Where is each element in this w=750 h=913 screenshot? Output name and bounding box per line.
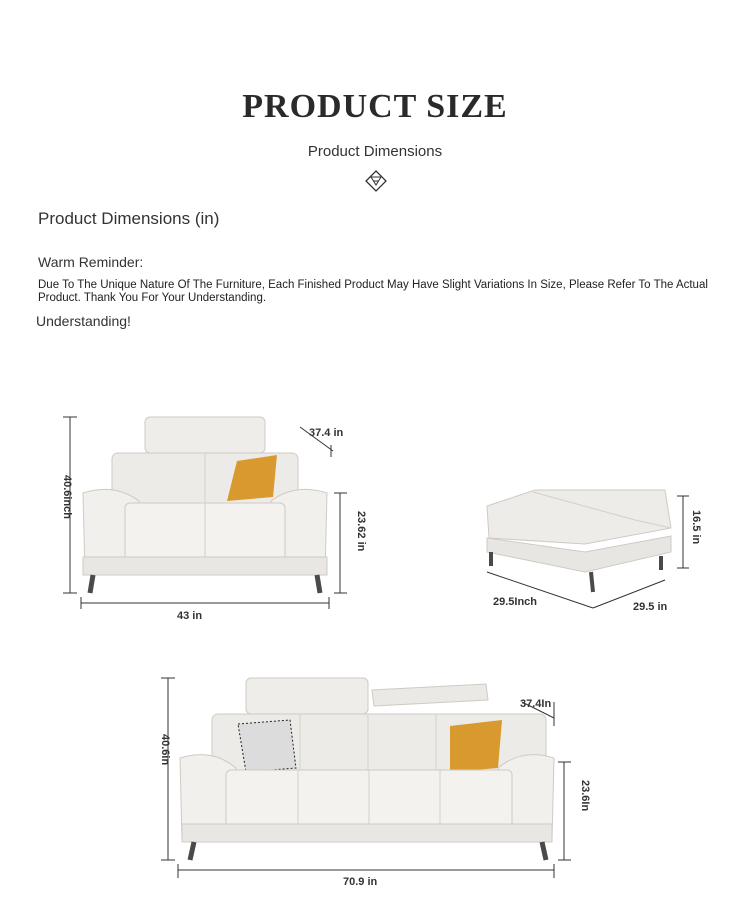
page-subtitle: Product Dimensions — [307, 143, 443, 160]
armchair-seat-height-label: 23.62 in — [355, 511, 367, 552]
loveseat-headrest — [246, 678, 368, 714]
armchair-headrest — [145, 417, 265, 453]
loveseat-seat-height-label: 23.6In — [579, 780, 591, 812]
loveseat-headrest-raised — [372, 684, 488, 706]
diamond-logo-icon — [363, 169, 389, 193]
ottoman-length-label: 29.5Inch — [493, 596, 538, 608]
ottoman-diagram — [475, 480, 715, 620]
armchair-width-label: 43 in — [177, 610, 203, 622]
warm-reminder-text: Due To The Unique Nature Of The Furniture, Each Finished Product May Have Slight Variations In Size, Please Refer To The Actual Product. Thank You For Your Understanding. — [38, 279, 708, 304]
understanding-text: Understanding! — [36, 313, 131, 329]
armchair-diagram — [55, 405, 385, 635]
loveseat-orange-pillow — [450, 720, 502, 772]
ottoman-width-label: 29.5 in — [633, 601, 668, 613]
loveseat-width-label: 70.9 in — [343, 876, 378, 888]
loveseat-diagram — [150, 672, 610, 900]
armchair-leg — [90, 575, 320, 593]
ottoman-height-label: 16.5 in — [690, 510, 702, 545]
warm-reminder-label: Warm Reminder: — [38, 254, 144, 270]
armchair-height-label: 40.6inch — [61, 475, 73, 520]
ottoman-top — [487, 490, 671, 544]
loveseat-depth-label: 37.4In — [520, 698, 552, 710]
loveseat-height-label: 40.6in — [159, 734, 171, 766]
page-title: PRODUCT SIZE — [242, 88, 508, 125]
loveseat-leg — [190, 842, 546, 860]
section-heading: Product Dimensions (in) — [38, 209, 220, 228]
armchair-depth-label: 37.4 in — [309, 427, 344, 439]
loveseat-checked-pillow — [238, 720, 296, 772]
